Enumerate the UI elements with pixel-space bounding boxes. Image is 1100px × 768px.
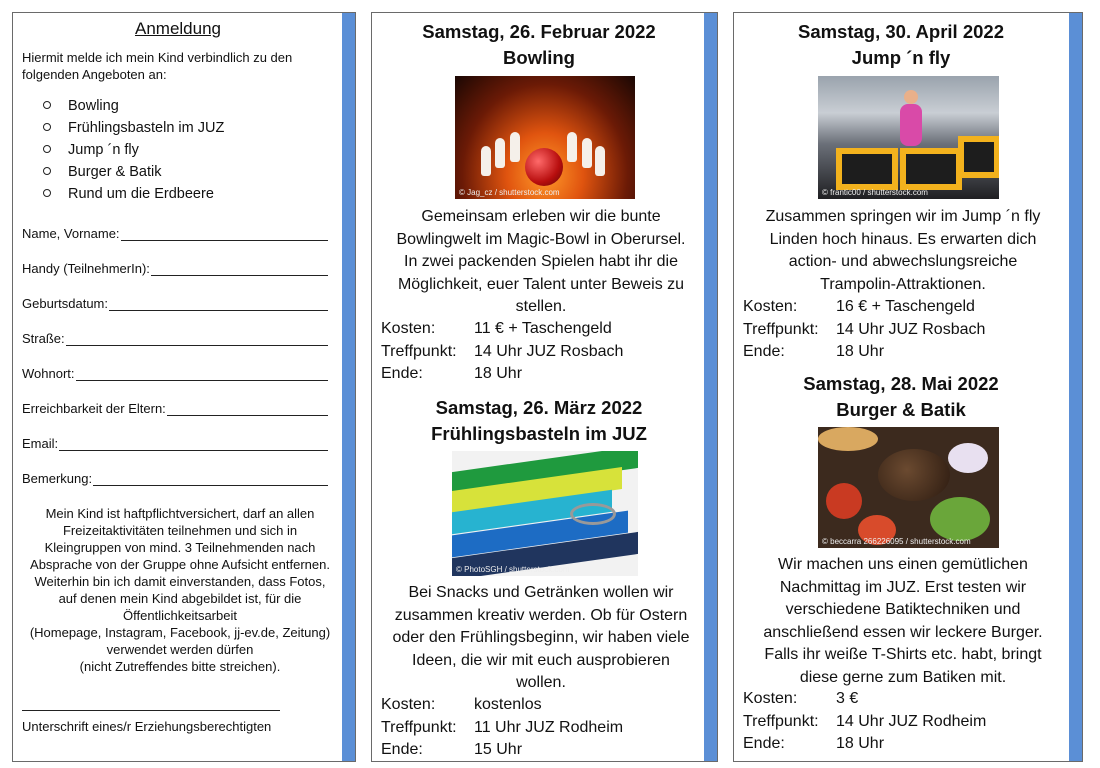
description-line: Linden hoch hinaus. Es erwarten dich (769, 230, 1037, 248)
remarks-field[interactable] (22, 468, 328, 486)
description-line: anschließend essen wir leckere Burger. (763, 623, 1043, 641)
end-label: Ende: (381, 365, 423, 382)
parent-contact-input-line[interactable] (167, 403, 328, 416)
cost-label: Kosten: (743, 690, 798, 707)
field-label: Handy (TeilnehmerIn): (22, 261, 150, 276)
city-field[interactable] (22, 363, 328, 381)
street-field[interactable] (22, 328, 328, 346)
consent-line: auf denen mein Kind abgebildet ist, für die (58, 591, 302, 606)
parent-contact-field[interactable] (22, 398, 328, 416)
consent-text (25, 505, 335, 675)
option-item[interactable] (43, 95, 224, 117)
events-panel-1 (371, 12, 718, 762)
description-line: In zwei packenden Spielen habt ihr die (404, 253, 678, 270)
meet-value: 14 Uhr JUZ Rosbach (474, 342, 624, 360)
description-line: diese gerne zum Batiken mit. (799, 668, 1007, 686)
description-line: Bei Snacks und Getränken wollen wir (408, 584, 674, 601)
consent-line: Kleingruppen von mind. 3 Teilnehmenden nach (44, 540, 316, 555)
signature-line[interactable] (22, 710, 280, 711)
description-line: Möglichkeit, euer Talent unter Beweis zu (397, 275, 685, 293)
description-line: stellen. (515, 298, 567, 315)
end-value: 15 Uhr (474, 741, 523, 758)
option-item[interactable] (43, 139, 224, 161)
option-list (43, 95, 224, 205)
meet-label: Treffpunkt: (381, 718, 457, 736)
event-date: Samstag, 26. März 2022 (435, 397, 643, 418)
cost-label: Kosten: (743, 298, 798, 315)
street-input-line[interactable] (66, 333, 328, 346)
description-line: Bowlingwelt im Magic-Bowl in Oberursel. (396, 230, 686, 248)
event-name: Burger & Batik (836, 399, 966, 420)
event-date: Samstag, 26. Februar 2022 (422, 21, 656, 42)
field-label: Bemerkung: (22, 471, 93, 486)
event-name: Jump ´n fly (851, 47, 951, 68)
description-line: verschiedene Batiktechniken und (785, 601, 1021, 618)
meet-value: 14 Uhr JUZ Rodheim (836, 712, 987, 730)
description-line: Gemeinsam erleben wir die bunte (421, 208, 661, 225)
cost-value: kostenlos (474, 696, 542, 713)
meet-label: Treffpunkt: (381, 342, 457, 360)
image-credit: © beccarra 266226095 / shutterstock.com (822, 537, 971, 546)
description-line: Falls ihr weiße T-Shirts etc. habt, bringt (764, 646, 1042, 663)
end-value: 18 Uhr (836, 735, 885, 752)
consent-line: Freizeitaktivitäten teilnehmen und sich in (62, 523, 298, 538)
panel-accent-stripe (342, 13, 355, 761)
field-label: Geburtsdatum: (22, 296, 108, 311)
event-description (741, 206, 1065, 296)
field-label: Erreichbarkeit der Eltern: (22, 401, 166, 416)
event-details (381, 694, 623, 762)
end-label: Ende: (743, 343, 785, 360)
meet-value: 14 Uhr JUZ Rosbach (836, 320, 986, 338)
circle-checkbox-icon[interactable] (43, 123, 51, 131)
birthdate-field[interactable] (22, 293, 328, 311)
consent-line: (Homepage, Instagram, Facebook, jj-ev.de, Zeitung) (29, 625, 331, 640)
description-line: zusammen kreativ werden. Ob für Ostern (394, 606, 688, 624)
registration-title: Anmeldung (134, 19, 221, 38)
image-credit: © PhotoSGH / shutterstock.com (456, 565, 570, 574)
end-label: Ende: (381, 741, 423, 758)
event-details (381, 318, 623, 386)
event-name: Bowling (503, 47, 575, 68)
events-panel-2 (733, 12, 1083, 762)
registration-intro: Hiermit melde ich mein Kind verbindlich zu den folgenden Angeboten an: (22, 50, 293, 82)
bowling-image (455, 76, 635, 199)
option-label: Frühlingsbasteln im JUZ (68, 120, 225, 136)
name-field[interactable] (22, 223, 328, 241)
phone-field[interactable] (22, 258, 328, 276)
event-description (379, 582, 703, 695)
event-details (743, 688, 986, 756)
felt-scissors-image (452, 451, 638, 576)
field-label: Name, Vorname: (22, 226, 120, 241)
circle-checkbox-icon[interactable] (43, 167, 51, 175)
registration-panel (12, 12, 356, 762)
email-field[interactable] (22, 433, 328, 451)
field-label: Email: (22, 436, 59, 451)
city-input-line[interactable] (76, 368, 328, 381)
field-label: Wohnort: (22, 366, 75, 381)
end-value: 18 Uhr (474, 365, 523, 382)
field-label: Straße: (22, 331, 65, 346)
description-line: action- und abwechslungsreiche (788, 253, 1018, 270)
burger-image (818, 427, 999, 548)
description-line: Trampolin-Attraktionen. (820, 275, 986, 293)
event-description (379, 206, 703, 319)
cost-value: 11 € + Taschengeld (474, 320, 612, 337)
remarks-input-line[interactable] (93, 473, 328, 486)
event-date: Samstag, 28. Mai 2022 (803, 373, 999, 394)
meet-value: 11 Uhr JUZ Rodheim (474, 718, 624, 736)
option-item[interactable] (43, 117, 224, 139)
consent-line: verwendet werden dürfen (106, 642, 254, 657)
description-line: oder den Frühlingsbeginn, wir haben viele (392, 629, 690, 646)
panel-accent-stripe (1069, 13, 1082, 761)
event-date: Samstag, 30. April 2022 (797, 21, 1004, 42)
email-input-line[interactable] (59, 438, 328, 451)
consent-line: Weiterhin bin ich damit einverstanden, dass Fotos, (34, 574, 326, 589)
meet-label: Treffpunkt: (743, 712, 819, 730)
end-label: Ende: (743, 735, 785, 752)
description-line: Wir machen uns einen gemütlichen (778, 556, 1028, 573)
circle-checkbox-icon[interactable] (43, 101, 51, 109)
option-label: Burger & Batik (68, 164, 162, 180)
name-input-line[interactable] (121, 228, 328, 241)
circle-checkbox-icon[interactable] (43, 145, 51, 153)
circle-checkbox-icon[interactable] (43, 189, 51, 197)
image-credit: © frantic00 / shutterstock.com (822, 188, 928, 197)
meet-label: Treffpunkt: (743, 320, 819, 338)
event-name: Frühlingsbasteln im JUZ (431, 423, 647, 444)
option-item[interactable] (43, 161, 224, 183)
birthdate-input-line[interactable] (109, 298, 328, 311)
option-label: Bowling (68, 98, 119, 114)
consent-line: Mein Kind ist haftpflichtversichert, darf an allen (45, 506, 315, 521)
cost-value: 3 € (836, 690, 859, 707)
event-description (741, 554, 1065, 689)
trampoline-image (818, 76, 999, 199)
consent-line: (nicht Zutreffendes bitte streichen). (79, 659, 281, 674)
image-credit: © Jag_cz / shutterstock.com (459, 188, 560, 197)
option-label: Jump ´n fly (68, 142, 139, 158)
phone-input-line[interactable] (151, 263, 328, 276)
option-label: Rund um die Erdbeere (68, 186, 214, 202)
cost-label: Kosten: (381, 696, 436, 713)
end-value: 18 Uhr (836, 343, 885, 360)
consent-line: Öffentlichkeitsarbeit (123, 608, 237, 623)
description-line: Zusammen springen wir im Jump ´n fly (765, 208, 1041, 225)
description-line: Ideen, die wir mit euch ausprobieren (412, 651, 670, 669)
option-item[interactable] (43, 183, 224, 205)
description-line: Nachmittag im JUZ. Erst testen wir (779, 578, 1027, 596)
description-line: wollen. (516, 674, 566, 691)
consent-line: Absprache von der Gruppe ohne Aufsicht entfernen. (30, 557, 330, 572)
panel-accent-stripe (704, 13, 717, 761)
cost-value: 16 € + Taschengeld (836, 298, 975, 315)
cost-label: Kosten: (381, 320, 436, 337)
signature-label: Unterschrift eines/r Erziehungsberechtigten (22, 719, 272, 734)
event-details (743, 296, 985, 364)
